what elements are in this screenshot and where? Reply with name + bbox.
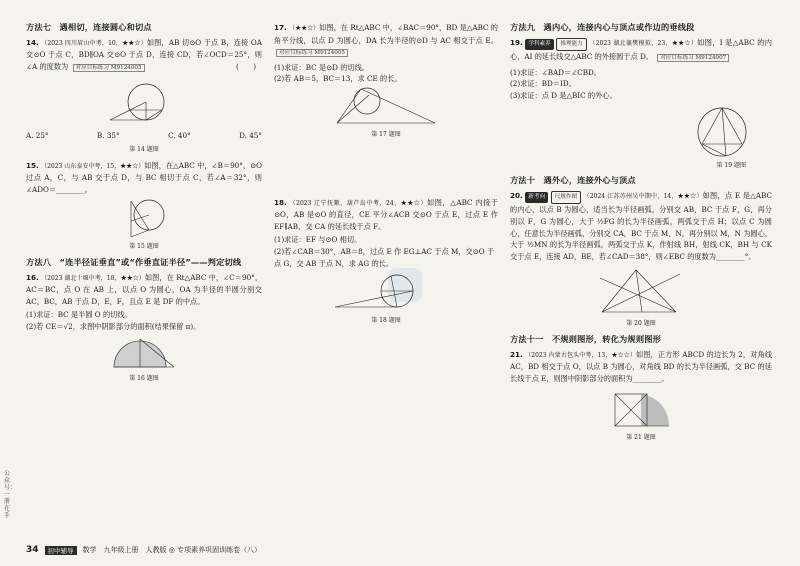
option-a: A. 25° [26,131,49,141]
figure-21 [510,386,772,432]
badge-skill: 推理能力 [556,38,586,52]
figure-20 [510,264,772,318]
badge-discipline: 学科素养 [525,39,553,51]
brand-label: 初中辅导 [45,546,77,555]
column-middle [274,22,498,331]
figure-18-caption: 第 18 题图 [371,317,401,325]
badge-new-trend: 新考向 [525,192,548,204]
method-7-heading: 方法七 遇相切，连接圆心和切点 [26,22,152,32]
option-b: B. 35° [97,131,120,141]
figure-16-caption: 第 16 题图 [129,374,159,382]
question-17-part-2: (2)若 AB＝5，BC＝13，求 CE 的长。 [274,74,402,84]
target-code: 对应目标练习 M9124007 [657,54,729,62]
footer-text: 数学 九年级上册 人教版 ◎ 专项素养巩固训练卷（八） [82,546,262,554]
question-16: 16. （2023 湖北十堰中考，18，★★☆）如图，在 Rt△ABC 中，∠C＝90°，AC＝BC，点 O 在 AB 上，以点 O 为圆心，OA 为半径的半圆分别交 AC，BC，AB 于点 D，E，F，且点 E 是 DF 的中点。 [26,272,263,306]
column-left [26,22,262,388]
side-margin-text: 公众号：一册在手 [4,470,17,519]
figure-15 [26,197,262,241]
question-16-part-1: (1)求证：BC 是半圆 O 的切线。 [26,310,132,320]
column-right [510,22,772,448]
question-17: 17. （★★☆）如图，在 Rt△ABC 中，∠BAC＝90°，BD 是△ABC 的角平分线，以点 D 为圆心，DA 长为半径的⊙D 与 AC 相交于点 E。 对应目标练习 M9124005 [274,23,498,57]
page-number: 34 [26,545,39,555]
figure-21-caption: 第 21 题图 [626,434,656,442]
method-9-heading: 方法九 遇内心，连接内心与顶点或作边的垂线段 [510,22,695,32]
question-19-part-2: (2)求证：BD＝ID。 [510,79,576,89]
target-code: 对应目标练习 M9124005 [73,64,145,72]
question-19: 19. 学科素养 推理能力 （2023 湖北襄樊模拟，23，★★☆）如图，I 是△ABC 的内心，AI 的延长线交△ABC 的外接圆于点 D。 对应目标练习 M9124007 [510,37,772,62]
figure-19 [510,102,772,160]
figure-16 [26,333,262,373]
question-14: 14. （2023 四川眉山中考，10，★★☆）如图，AB 切⊙O 于点 B，连接 OA 交⊙O 于点 C，BD∥OA 交⊙O 于点 D，连接 CD，若∠OCD＝25°，则∠A 的度数为 对应目标练习 M9124005 ( ) [26,37,262,71]
figure-15-caption: 第 15 题图 [129,243,159,251]
page-footer [26,545,261,555]
question-19-part-3: (3)求证：点 D 是△BIC 的外心。 [510,90,617,100]
question-21: 21. （2023 内蒙古包头中考，13，★☆☆）如图，正方形 ABCD 的边长为 2，对角线 AC，BD 相交于点 O，以点 B 为圆心，对角线 BD 的长为半径画弧，交 BC 的延长线于点 E，则图中阴影部分的面积为________。 [510,349,773,383]
question-14-options [26,130,262,142]
figure-20-caption: 第 20 题图 [626,320,656,328]
figure-17-caption: 第 17 题图 [371,130,401,138]
option-c: C. 40° [168,131,191,141]
question-18-part-2: (2)若∠CAB＝30°，AB＝8，过点 E 作 EG⊥AC 于点 M，交⊙O 于点 G，交 AB 于点 N，求 AG 的长。 [274,246,495,268]
question-20: 20. 新考向 尺规作图 （2024 江苏苏州吴中期中，14，★★☆）如图，点 E 是△ABC 的内心，以点 B 为圆心，适当长为半径画弧，分别交 AB，BC 于点 F，G，再分别以 F，G 为圆心，大于 ½FG 的长为半径画弧，两弧交于点 H；以点 C 为圆心，任意长为半径画弧，分别交 CA，BC 于点 M，N，再分别以 M，N 为圆心，大于 ½MN 的长为半径画弧，两弧交于点 K，作射线 BH，射线 CK，BH 与 CK 交于点 E，连接 AD，BE，若∠CAD＝38°，则∠EBC 的度数为________°。 [510,190,773,261]
question-19-part-1: (1)求证：∠BAD＝∠CBD。 [510,67,601,77]
question-15: 15. （2023 山东泰安中考，15，★★☆）如图，在△ABC 中，∠B＝90°，⊙O 过点 A，C，与 AB 交于点 D，与 BC 相切于点 C，若∠A＝32°，则∠ADO＝________。 [26,160,262,194]
question-16-part-2: (2)若 CE＝√2，求图中阴影部分的面积(结果保留 π)。 [26,321,201,331]
method-10-heading: 方法十 遇外心，连接外心与顶点 [510,175,636,186]
option-d: D. 45° [239,131,262,141]
figure-19-caption: 第 19 题图 [716,161,746,169]
figure-17 [274,85,498,129]
figure-14 [26,76,262,128]
method-8-heading: 方法八 “连半径证垂直”或“作垂直证半径”——判定切线 [26,256,242,267]
question-17-part-1: (1)求证：BC 是⊙D 的切线。 [274,62,369,72]
method-11-heading: 方法十一 不规则图形，转化为规则图形 [510,333,661,344]
target-code: 对应目标练习 M9124005 [276,49,348,57]
figure-14-caption: 第 14 题图 [129,145,159,153]
question-18: 18. （2023 辽宁抚顺、葫芦岛中考，24，★★☆）如图，△ABC 内接于⊙O，AB 是⊙O 的直径，CE 平分∠ACB 交⊙O 于点 E，过点 E 作 EF∥AB，交 CA 的延长线于点 F。 [274,197,499,231]
badge-construction: 尺规作图 [551,191,581,205]
figure-18 [274,269,498,315]
question-18-part-1: (1)求证：EF 与⊙O 相切。 [274,235,362,245]
